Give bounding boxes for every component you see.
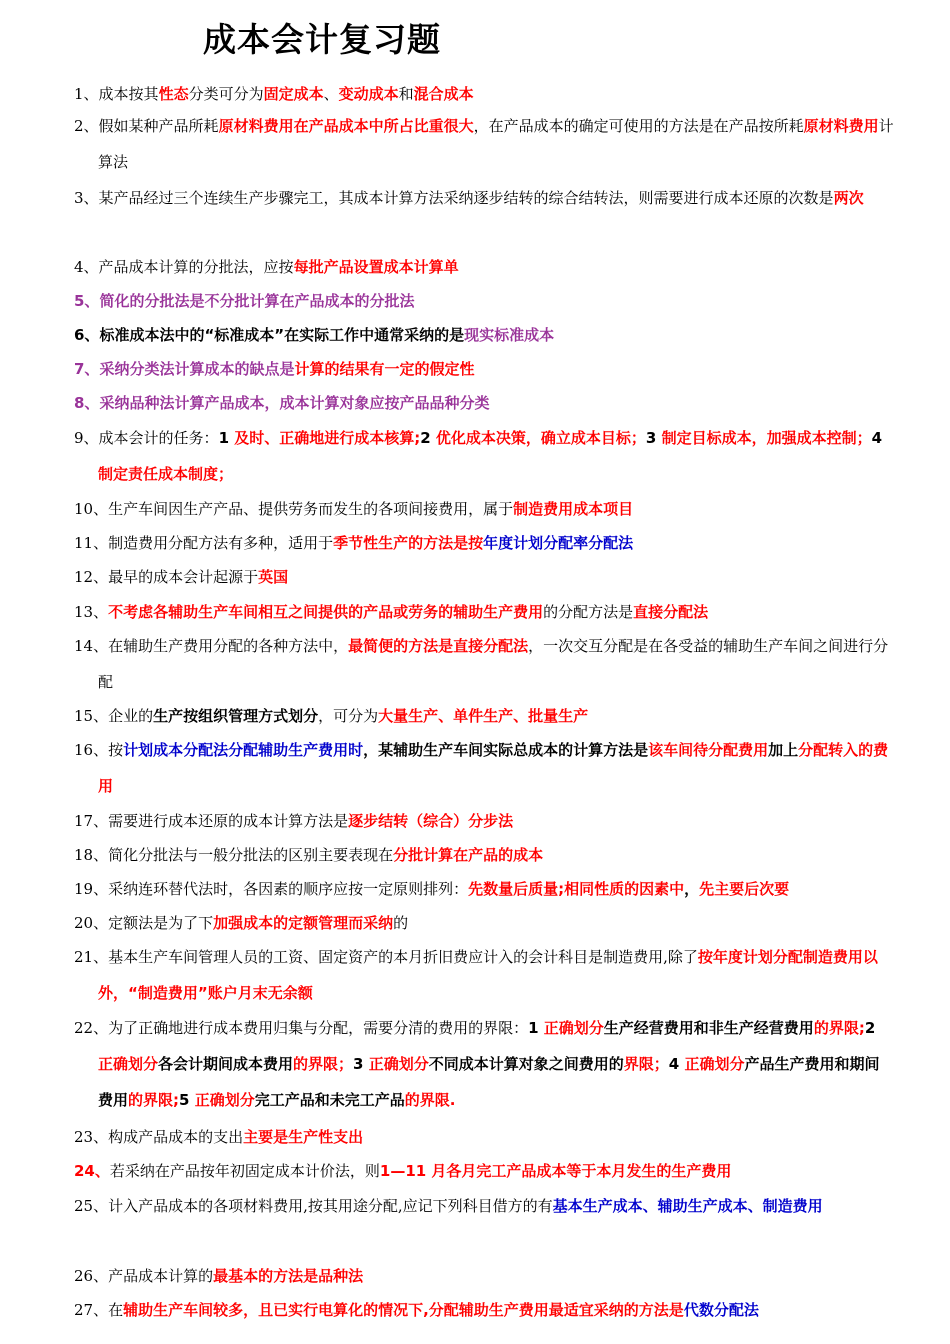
question-18 xyxy=(74,837,894,873)
question-text: 采纳连环替代法时，各因素的顺序应按一定原则排列： xyxy=(108,880,469,898)
question-number: 19、 xyxy=(74,880,109,898)
highlighted-text: ， xyxy=(684,880,700,898)
highlighted-text: 加上 xyxy=(768,741,799,759)
highlighted-text: 大量生产、单件生产、批量生产 xyxy=(378,707,589,725)
highlighted-text: 的界限; xyxy=(813,1019,865,1037)
highlighted-text: 生产按组织管理方式划分 xyxy=(153,707,319,725)
question-number: 5、 xyxy=(74,292,100,310)
question-text: 在 xyxy=(108,1301,124,1319)
question-number: 27、 xyxy=(74,1301,109,1319)
question-25 xyxy=(74,1188,894,1224)
question-number: 10、 xyxy=(74,500,109,518)
question-22 xyxy=(74,1010,894,1118)
highlighted-text: 优化成本决策，确立成本目标； xyxy=(435,429,646,447)
highlighted-text: 标准成本法中的“标准成本”在实际工作中通常采纳的是 xyxy=(99,326,465,344)
question-1 xyxy=(74,76,894,112)
highlighted-text: 的界限. xyxy=(404,1091,456,1109)
highlighted-text: 采纳分类法计算成本的缺点是 xyxy=(99,360,295,378)
highlighted-text: 现实标准成本 xyxy=(464,326,555,344)
highlighted-text: 不同成本计算对象之间费用的 xyxy=(428,1055,624,1073)
question-text: 构成产品成本的支出 xyxy=(108,1128,244,1146)
question-text: 产品成本计算的 xyxy=(108,1267,214,1285)
highlighted-text: 性态 xyxy=(158,85,189,103)
question-text: 定额法是为了下 xyxy=(108,914,214,932)
question-number: 26、 xyxy=(74,1267,109,1285)
question-number: 22、 xyxy=(74,1019,109,1037)
highlighted-text: 变动成本 xyxy=(338,85,399,103)
highlighted-text: 每批产品设置成本计算单 xyxy=(293,258,459,276)
highlighted-text: 季节性生产的方法是按 xyxy=(333,534,484,552)
question-13 xyxy=(74,594,894,630)
highlighted-text: 正确划分 xyxy=(543,1019,604,1037)
question-14 xyxy=(74,628,894,700)
question-16 xyxy=(74,732,894,804)
highlighted-text: 正确划分 xyxy=(368,1055,429,1073)
highlighted-text: 2 xyxy=(864,1019,876,1037)
question-number: 14、 xyxy=(74,637,109,655)
highlighted-text: 正确划分 xyxy=(98,1055,159,1073)
highlighted-text: 基本生产成本、辅助生产成本、制造费用 xyxy=(552,1197,823,1215)
question-text: 成本会计的任务： xyxy=(98,429,219,447)
highlighted-text: 采纳品种法计算产品成本，成本计算对象应按产品品种分类 xyxy=(99,394,490,412)
question-number: 23、 xyxy=(74,1128,109,1146)
highlighted-text: 分配转入的费用 xyxy=(98,741,889,795)
question-6 xyxy=(74,317,894,353)
highlighted-text: 2 xyxy=(420,429,436,447)
question-11 xyxy=(74,525,894,561)
question-text: 简化分批法与一般分批法的区别主要表现在 xyxy=(108,846,394,864)
question-5 xyxy=(74,283,894,319)
question-text: ，可分为 xyxy=(318,707,379,725)
highlighted-text: 1—11 月各月完工产品成本等于本月发生的生产费用 xyxy=(379,1162,732,1180)
highlighted-text: 制造费用成本项目 xyxy=(513,500,634,518)
question-text: ，在产品成本的确定可使用的方法是在产品按所耗 xyxy=(473,117,804,135)
highlighted-text: 分批计算在产品的成本 xyxy=(393,846,544,864)
highlighted-text: 1 xyxy=(218,429,235,447)
question-7 xyxy=(74,351,894,387)
question-17 xyxy=(74,803,894,839)
question-text: 和 xyxy=(398,85,414,103)
question-8 xyxy=(74,385,894,421)
question-number: 12、 xyxy=(74,568,109,586)
question-3 xyxy=(74,180,894,216)
highlighted-text: 原材料费用在产品成本中所占比重很大 xyxy=(218,117,474,135)
highlighted-text: 简化的分批法是不分批计算在产品成本的分批法 xyxy=(99,292,415,310)
question-15 xyxy=(74,698,894,734)
highlighted-text: 制定目标成本，加强成本控制； xyxy=(661,429,872,447)
highlighted-text: 加强成本的定额管理而采纳 xyxy=(213,914,394,932)
question-text: 生产车间因生产产品、提供劳务而发生的各项间接费用，属于 xyxy=(108,500,514,518)
question-number: 2、 xyxy=(74,117,99,135)
question-number: 18、 xyxy=(74,846,109,864)
highlighted-text: 固定成本 xyxy=(263,85,324,103)
highlighted-text: 辅助生产车间较多，且已实行电算化的情况下,分配辅助生产费用最适宜采纳的方法是 xyxy=(123,1301,684,1319)
highlighted-text: 混合成本 xyxy=(413,85,474,103)
question-text: 企业的 xyxy=(108,707,154,725)
highlighted-text: 3 xyxy=(353,1055,369,1073)
highlighted-text: ，某辅助生产车间实际总成本的计算方法是 xyxy=(363,741,649,759)
highlighted-text: 计算的结果有一定的假定性 xyxy=(294,360,475,378)
highlighted-text: 直接分配法 xyxy=(633,603,709,621)
question-4 xyxy=(74,249,894,285)
highlighted-text: 界限； xyxy=(623,1055,669,1073)
highlighted-text: 代数分配法 xyxy=(683,1301,759,1319)
question-26 xyxy=(74,1258,894,1294)
question-12 xyxy=(74,559,894,595)
highlighted-text: 5 xyxy=(179,1091,195,1109)
highlighted-text: 最简便的方法是直接分配法 xyxy=(348,637,529,655)
question-number: 25、 xyxy=(74,1197,109,1215)
question-text: 计入产品成本的各项材料费用,按其用途分配,应记下列科目借方的有 xyxy=(108,1197,553,1215)
question-text: 产品成本计算的分批法，应按 xyxy=(98,258,294,276)
highlighted-text: 该车间待分配费用 xyxy=(648,741,769,759)
highlighted-text: 原材料费用 xyxy=(803,117,879,135)
highlighted-text: 4 xyxy=(668,1055,685,1073)
highlighted-text: 计划成本分配法分配辅助生产费用时 xyxy=(123,741,364,759)
question-19 xyxy=(74,871,894,907)
highlighted-text: 年度计划分配率分配法 xyxy=(483,534,634,552)
highlighted-text: 两次 xyxy=(833,189,864,207)
question-text: 按 xyxy=(108,741,124,759)
question-text: 的分配方法是 xyxy=(543,603,634,621)
highlighted-text: 生产经营费用和非生产经营费用 xyxy=(603,1019,814,1037)
question-number: 15、 xyxy=(74,707,109,725)
page-title: 成本会计复习题 xyxy=(203,20,441,59)
question-text: 制造费用分配方法有多种，适用于 xyxy=(108,534,334,552)
highlighted-text: 逐步结转（综合）分步法 xyxy=(348,812,514,830)
highlighted-text: 英国 xyxy=(258,568,289,586)
question-text: 若采纳在产品按年初固定成本计价法，则 xyxy=(109,1162,380,1180)
highlighted-text: 最基本的方法是品种法 xyxy=(213,1267,364,1285)
question-27 xyxy=(74,1292,894,1328)
question-text: ，一次交互分配是在各受益的辅助生产车间之间进行分配 xyxy=(98,637,889,691)
highlighted-text: 按年度计划分配制造费用以外，“制造费用”账户月末无余额 xyxy=(98,948,878,1002)
highlighted-text: 4 xyxy=(871,429,883,447)
question-number: 1、 xyxy=(74,85,99,103)
highlighted-text: 3 xyxy=(645,429,662,447)
question-text: 为了正确地进行成本费用归集与分配，需要分清的费用的界限： xyxy=(108,1019,529,1037)
question-9 xyxy=(74,420,894,492)
highlighted-text: 不考虑各辅助生产车间相互之间提供的产品或劳务的辅助生产费用 xyxy=(108,603,544,621)
question-text: 需要进行成本还原的成本计算方法是 xyxy=(108,812,349,830)
question-text: 在辅助生产费用分配的各种方法中， xyxy=(108,637,349,655)
highlighted-text: 正确划分 xyxy=(194,1091,255,1109)
question-number: 17、 xyxy=(74,812,109,830)
highlighted-text: 1 xyxy=(528,1019,544,1037)
question-number: 7、 xyxy=(74,360,100,378)
highlighted-text: 主要是生产性支出 xyxy=(243,1128,364,1146)
highlighted-text: 正确划分 xyxy=(684,1055,745,1073)
question-number: 3、 xyxy=(74,189,99,207)
question-number: 8、 xyxy=(74,394,100,412)
question-number: 9、 xyxy=(74,429,99,447)
question-text: 分类可分为 xyxy=(188,85,264,103)
question-text: 成本按其 xyxy=(98,85,159,103)
highlighted-text: 制定责任成本制度； xyxy=(98,465,234,483)
question-text: 假如某种产品所耗 xyxy=(98,117,219,135)
question-number: 20、 xyxy=(74,914,109,932)
highlighted-text: 及时、正确地进行成本核算; xyxy=(234,429,421,447)
question-23 xyxy=(74,1119,894,1155)
question-20 xyxy=(74,905,894,941)
highlighted-text: 完工产品和未完工产品 xyxy=(254,1091,405,1109)
question-number: 13、 xyxy=(74,603,109,621)
question-text: 最早的成本会计起源于 xyxy=(108,568,259,586)
question-10 xyxy=(74,491,894,527)
highlighted-text: 先主要后次要 xyxy=(699,880,790,898)
question-text: 、 xyxy=(323,85,339,103)
question-text: 某产品经过三个连续生产步骤完工，其成本计算方法采纳逐步结转的综合结转法，则需要进行成本还原的次数是 xyxy=(98,189,834,207)
question-number: 24、 xyxy=(74,1162,110,1180)
question-number: 11、 xyxy=(74,534,109,552)
question-21 xyxy=(74,939,894,1011)
highlighted-text: 产品生产费用和期间费用 xyxy=(98,1055,880,1109)
highlighted-text: 先数量后质量;相同性质的因素中 xyxy=(468,880,685,898)
highlighted-text: 各会计期间成本费用 xyxy=(158,1055,294,1073)
question-number: 21、 xyxy=(74,948,109,966)
question-2 xyxy=(74,108,894,180)
question-text: 的 xyxy=(393,914,409,932)
question-number: 6、 xyxy=(74,326,100,344)
question-text: 计算法 xyxy=(98,117,894,171)
question-24 xyxy=(74,1153,894,1189)
question-number: 16、 xyxy=(74,741,109,759)
highlighted-text: 的界限; xyxy=(128,1091,180,1109)
highlighted-text: 的界限； xyxy=(293,1055,354,1073)
question-text: 基本生产车间管理人员的工资、固定资产的本月折旧费应计入的会计科目是制造费用,除了 xyxy=(108,948,698,966)
question-number: 4、 xyxy=(74,258,99,276)
